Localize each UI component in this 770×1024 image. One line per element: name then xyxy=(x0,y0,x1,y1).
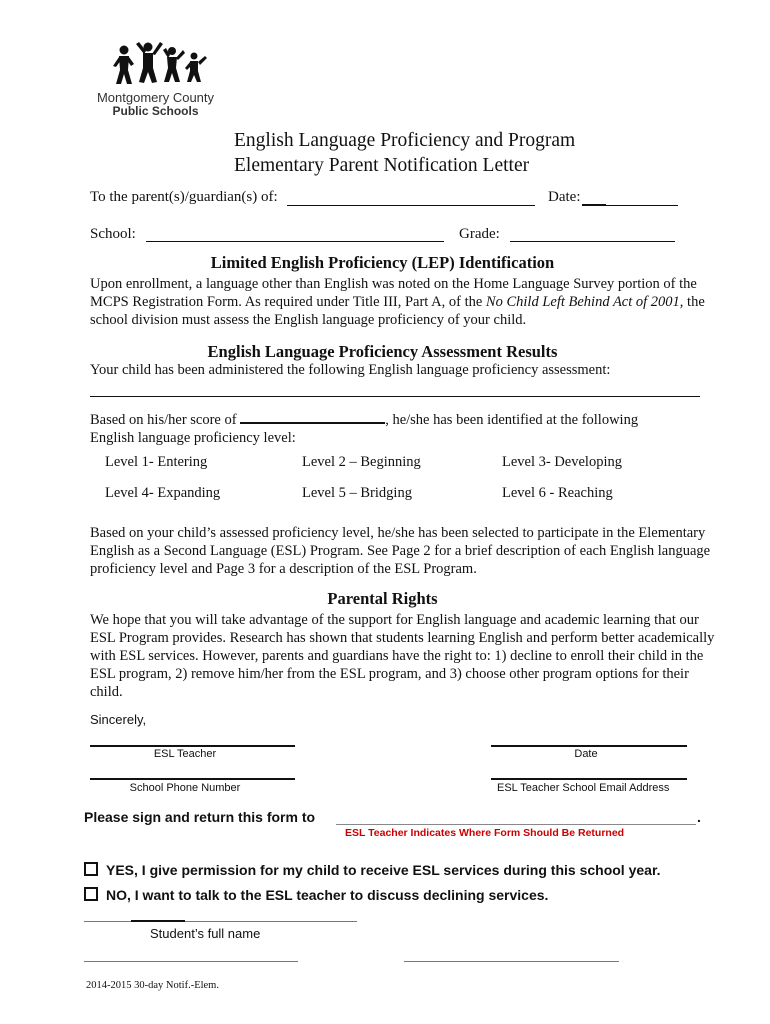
lep-heading: Limited English Proficiency (LEP) Identification xyxy=(210,253,555,272)
assessment-name-field[interactable] xyxy=(90,396,700,397)
level-1: Level 1- Entering xyxy=(105,454,208,470)
sincerely-text: Sincerely, xyxy=(90,712,147,727)
score-text-c: English language proficiency level: xyxy=(90,430,296,446)
parents-label: To the parent(s)/guardian(s) of: xyxy=(90,189,278,205)
yes-option[interactable] xyxy=(84,862,661,878)
lep-text-b: , the school division must assess the English language proficiency of your child. xyxy=(90,294,705,328)
district-logo xyxy=(88,38,223,122)
lep-paragraph xyxy=(90,275,710,329)
title-line-2: Elementary Parent Notification Letter xyxy=(234,155,530,176)
date-sign-label: Date xyxy=(574,748,598,760)
level-5: Level 5 – Bridging xyxy=(302,485,412,501)
return-label: Please sign and return this form to xyxy=(84,809,316,825)
children-silhouettes-icon xyxy=(110,38,210,90)
date-label: Date: xyxy=(548,189,581,205)
teacher-email-field[interactable] xyxy=(491,778,687,780)
rights-heading: Parental Rights xyxy=(327,589,438,608)
return-period: . xyxy=(697,809,701,825)
yes-text: YES, I give permission for my child to receive ESL services during this school year. xyxy=(106,862,661,878)
extra-signature-field-right[interactable] xyxy=(404,961,619,962)
school-label: School: xyxy=(90,226,136,242)
school-phone-field[interactable] xyxy=(90,778,295,780)
document-title xyxy=(234,128,575,178)
date-field-emphasis xyxy=(582,204,606,206)
return-location-field[interactable] xyxy=(336,824,696,825)
student-name-label: Student’s full name xyxy=(150,926,261,941)
score-paragraph xyxy=(90,410,710,447)
lep-text-a: Upon enrollment, a language other than English was noted on the Home Language Survey portion of the MCPS Registration Form. As required under Title III, Part A, of the xyxy=(90,276,697,310)
title-line-1: English Language Proficiency and Program xyxy=(234,130,576,151)
school-phone-label: School Phone Number xyxy=(129,782,241,794)
no-text: NO, I want to talk to the ESL teacher to discuss declining services. xyxy=(106,887,549,903)
level-2: Level 2 – Beginning xyxy=(302,454,421,470)
extra-signature-field-left[interactable] xyxy=(84,961,298,962)
esl-teacher-signature-field[interactable] xyxy=(90,745,295,747)
level-6: Level 6 - Reaching xyxy=(502,485,613,501)
no-option[interactable] xyxy=(84,887,548,903)
level-3: Level 3- Developing xyxy=(502,454,622,470)
no-checkbox[interactable] xyxy=(84,887,98,901)
score-field[interactable] xyxy=(240,410,385,424)
score-text-b: , he/she has been identified at the following xyxy=(385,412,639,428)
logo-line-2: Public Schools xyxy=(112,104,199,118)
grade-label: Grade: xyxy=(459,226,500,242)
yes-checkbox[interactable] xyxy=(84,862,98,876)
student-name-field[interactable] xyxy=(84,921,357,922)
esl-teacher-label: ESL Teacher xyxy=(153,748,217,760)
level-4: Level 4- Expanding xyxy=(105,485,221,501)
return-note: ESL Teacher Indicates Where Form Should Be Returned xyxy=(345,827,625,839)
assessment-intro: Your child has been administered the following English language proficiency assessment: xyxy=(90,362,611,378)
form-code-footer: 2014-2015 30-day Notif.-Elem. xyxy=(86,980,219,991)
assessment-heading: English Language Proficiency Assessment Results xyxy=(207,342,558,361)
rights-paragraph: We hope that you will take advantage of the support for English language and academic learning that our ESL Program provides. Research has shown that students learning English and perform better academically with ESL services. However, parents and guardians have the right to: 1) decline to enroll their child in the ESL program, 2) remove him/her from the ESL program, and 3) choose other program options for their child. xyxy=(90,612,715,700)
teacher-email-label: ESL Teacher School Email Address xyxy=(497,782,670,794)
parents-name-field[interactable] xyxy=(287,205,535,206)
logo-line-1: Montgomery County xyxy=(96,90,215,105)
signature-date-field[interactable] xyxy=(491,745,687,747)
school-field[interactable] xyxy=(146,241,444,242)
lep-law-name: No Child Left Behind Act of 2001 xyxy=(485,294,680,310)
student-name-emphasis xyxy=(131,920,185,922)
score-text-a: Based on his/her score of xyxy=(90,412,237,428)
selection-paragraph: Based on your child’s assessed proficiency level, he/she has been selected to participate in the Elementary English as a Second Language (ESL) Program. See Page 2 for a brief description of each English language proficiency level and Page 3 for a description of the ESL Program. xyxy=(90,525,711,577)
grade-field[interactable] xyxy=(510,241,675,242)
